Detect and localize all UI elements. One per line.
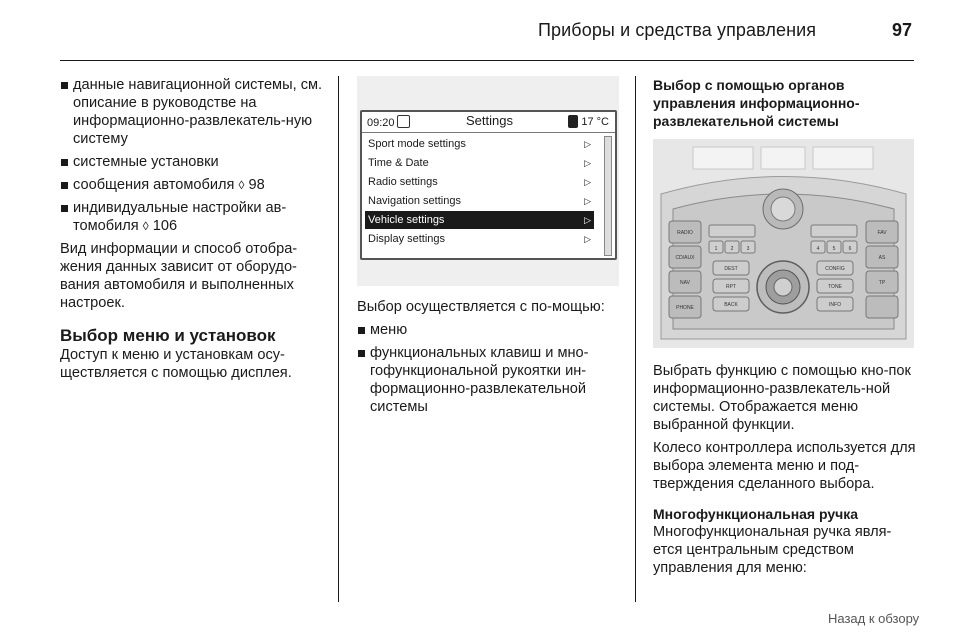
- control-panel-drawing: [653, 139, 914, 348]
- preset-label: 3: [746, 246, 750, 252]
- button-label-config: CONFIG: [825, 266, 845, 272]
- preset-label: 6: [848, 246, 852, 252]
- paragraph: Вид информации и способ отобра-жения данных зависит от оборудо-вания автомобиля и выполненных настроек.: [60, 241, 298, 311]
- list-item: системные установки: [60, 153, 324, 171]
- paragraph: Выбрать функцию с помощью кно-пок информационно-развлекатель-ной системы. Отображается меню выбранной функции.: [653, 363, 911, 433]
- page-number: 97: [892, 20, 913, 40]
- list-item: данные навигационной системы, см. описание в руководстве на информационно-развлекатель-ную систему: [60, 76, 324, 148]
- menu-item-vehicle[interactable]: Vehicle settings ▷: [365, 211, 594, 229]
- list-item: меню: [357, 321, 619, 339]
- button-label-cdaux: CD/AUX: [675, 255, 695, 261]
- preset-label: 2: [730, 246, 734, 252]
- screen-time: 09:20: [367, 115, 410, 129]
- paragraph: Выбор осуществляется с по-мощью:: [357, 299, 605, 315]
- paragraph: Доступ к меню и установкам осу-ществляется с помощью дисплея.: [60, 347, 292, 381]
- list-item: сообщения автомобиля ◊ 98: [60, 176, 324, 194]
- feature-list: [60, 76, 324, 235]
- page-reference-link[interactable]: ◊ 106: [142, 218, 178, 234]
- display-screen-figure: [357, 76, 619, 286]
- button-label-info: INFO: [829, 302, 841, 308]
- screen-title: Settings: [466, 113, 513, 128]
- paragraph: Колесо контроллера используется для выбора элемента меню и под-тверждения сделанного выбора.: [653, 440, 916, 492]
- menu-item-navigation[interactable]: Navigation settings ▷: [365, 192, 594, 210]
- column-divider-2: [635, 76, 636, 602]
- column-3: [653, 76, 917, 130]
- button-label-as: AS: [878, 255, 886, 261]
- section-heading: Выбор с помощью органов управления информационно-развлекательной системы: [653, 77, 860, 129]
- chevron-right-icon: ▷: [584, 234, 591, 244]
- clock-icon: [397, 115, 410, 128]
- screen-scrollbar: [604, 136, 612, 256]
- header-divider: [60, 60, 914, 61]
- column-3-text: [653, 362, 917, 582]
- page-reference-link[interactable]: ◊ 98: [238, 177, 265, 193]
- column-1: [60, 76, 324, 387]
- reference-icon: ◊: [142, 219, 149, 233]
- menu-item-display[interactable]: Display settings ▷: [365, 230, 594, 248]
- button-label-dest: DEST: [724, 266, 738, 272]
- screen-status-bar: [362, 112, 615, 133]
- subheading: Многофункциональная ручка: [653, 506, 859, 522]
- paragraph: Многофункциональная ручка явля-ется центральным средством управления для меню:: [653, 524, 892, 576]
- selection-methods-list: [357, 321, 619, 416]
- chevron-right-icon: ▷: [584, 139, 591, 149]
- temperature-icon: [568, 115, 578, 128]
- back-to-overview-link[interactable]: Назад к обзору: [828, 611, 920, 626]
- list-item: индивидуальные настройки ав-томобиля ◊ 106: [60, 199, 324, 235]
- column-2: [357, 298, 619, 421]
- preset-label: 1: [714, 246, 718, 252]
- button-label-back: BACK: [724, 302, 738, 308]
- control-panel-figure: [653, 139, 914, 348]
- preset-label: 5: [832, 246, 836, 252]
- button-label-tp: TP: [878, 280, 886, 286]
- chevron-right-icon: ▷: [584, 158, 591, 168]
- button-label-rpt: RPT: [726, 284, 736, 290]
- page-title: Приборы и средства управления: [538, 20, 817, 40]
- menu-item-radio[interactable]: Radio settings ▷: [365, 173, 594, 191]
- list-item: функциональных клавиш и мно-гофункциональной рукоятки ин-формационно-развлекательной системы: [357, 344, 619, 416]
- section-heading: Выбор меню и установок: [60, 326, 276, 345]
- preset-label: 4: [816, 246, 820, 252]
- chevron-right-icon: ▷: [584, 196, 591, 206]
- button-label-phone: PHONE: [676, 305, 694, 311]
- button-label-radio: RADIO: [677, 230, 693, 236]
- menu-item-time-date[interactable]: Time & Date ▷: [365, 154, 594, 172]
- reference-icon: ◊: [238, 178, 245, 192]
- screen-temperature: 17 °C: [568, 115, 609, 128]
- menu-item-sport-mode[interactable]: Sport mode settings ▷: [365, 135, 594, 153]
- button-label-tone: TONE: [828, 284, 842, 290]
- chevron-right-icon: ▷: [584, 215, 591, 225]
- button-label-fav: FAV: [877, 230, 887, 236]
- column-divider-1: [338, 76, 339, 602]
- settings-screen: [360, 110, 617, 260]
- chevron-right-icon: ▷: [584, 177, 591, 187]
- button-label-nav: NAV: [680, 280, 690, 286]
